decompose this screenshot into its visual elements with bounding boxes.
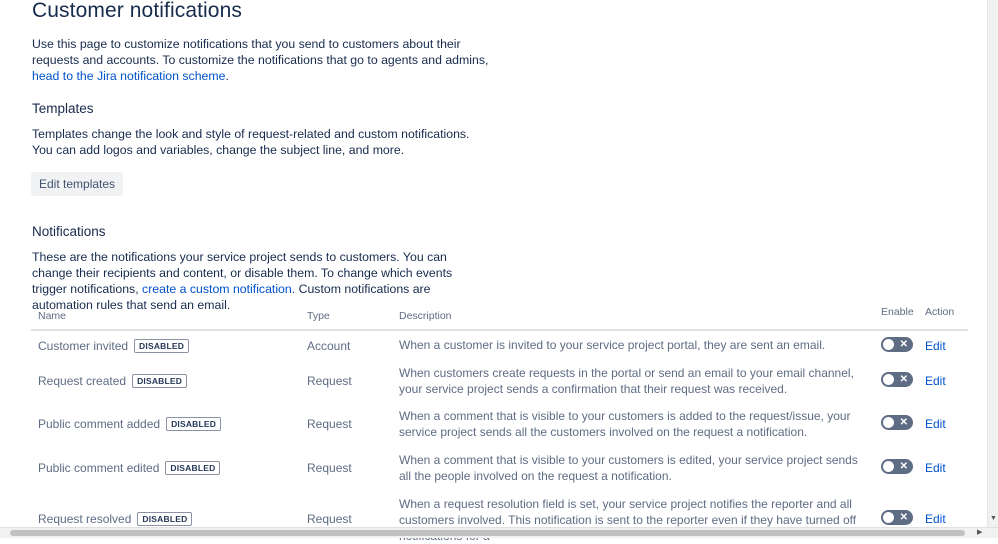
close-icon: ✕: [899, 512, 908, 523]
toggle-knob: [883, 461, 894, 472]
row-name-label: Public comment edited: [38, 461, 160, 475]
row-name-label: Request created: [38, 374, 127, 388]
templates-description: Templates change the look and style of request-related and custom notifications. You can add logos and variables, change the subject line, and more.: [32, 127, 470, 157]
row-description: When a comment that is visible to your customers is edited, your service project sends all the people involved on the request a notification.: [399, 453, 858, 483]
row-name: [38, 339, 189, 353]
notifications-text-end: . Custom notifications are automation rules that send an email.: [32, 282, 431, 312]
toggle-knob: [883, 374, 894, 385]
templates-heading: Templates: [32, 101, 94, 116]
close-icon: ✕: [899, 461, 908, 472]
column-header-description: Description: [399, 310, 452, 322]
row-name: [38, 512, 192, 526]
create-custom-notification-link[interactable]: create a custom notification: [142, 282, 292, 296]
notifications-text: These are the notifications your service project sends to customers. You can change their recipients and content, or disable them. To change which events trigger notifications,: [32, 250, 453, 296]
toggle-knob: [883, 339, 894, 350]
column-header-name[interactable]: Name: [38, 310, 67, 322]
row-description: When customers create requests in the portal or send an email to your email channel, your service project sends a confirmation that their request was received.: [399, 366, 854, 396]
row-type: Request: [307, 374, 352, 388]
toggle-knob: [883, 417, 894, 428]
row-name-label: Request resolved: [38, 512, 132, 526]
horizontal-scroll-thumb[interactable]: [10, 530, 965, 536]
intro-text: Use this page to customize notifications that you send to customers about their requests and accounts. To customize the notifications that go to agents and admins,: [32, 37, 489, 67]
edit-link[interactable]: Edit: [925, 512, 946, 526]
status-badge: DISABLED: [166, 417, 221, 431]
edit-link[interactable]: Edit: [925, 417, 946, 431]
row-name: [38, 417, 221, 431]
row-description: When a request resolution field is set, your service project notifies the reporter and all customers involved. This notification is sent to the reporter even if they have turned off: [399, 497, 857, 527]
row-name-label: Customer invited: [38, 339, 129, 353]
row-description: When a comment that is visible to your customers is added to the request/issue, your service project sends all the customers involved on the request a notification.: [399, 409, 851, 439]
notifications-heading: Notifications: [32, 224, 106, 239]
status-badge: DISABLED: [132, 374, 187, 388]
page-title: Customer notifications: [32, 0, 242, 22]
enable-toggle[interactable]: [881, 337, 913, 352]
status-badge: DISABLED: [137, 512, 192, 526]
enable-toggle[interactable]: [881, 510, 913, 525]
row-description: When a customer is invited to your service project portal, they are sent an email.: [399, 338, 826, 352]
intro-end: .: [225, 69, 229, 83]
close-icon: ✕: [899, 339, 908, 350]
toggle-knob: [883, 512, 894, 523]
row-type: Account: [307, 339, 351, 353]
vertical-scrollbar[interactable]: [987, 0, 998, 528]
close-icon: ✕: [899, 417, 908, 428]
row-type: Request: [307, 512, 352, 526]
row-type: Request: [307, 461, 352, 475]
edit-templates-button[interactable]: Edit templates: [31, 172, 123, 196]
edit-link[interactable]: Edit: [925, 461, 946, 475]
horizontal-scrollbar[interactable]: [0, 527, 998, 538]
notifications-description: [32, 249, 487, 313]
table-header-divider: [31, 329, 968, 331]
status-badge: DISABLED: [165, 461, 220, 475]
row-name-label: Public comment added: [38, 417, 161, 431]
arrow-down-icon[interactable]: ▼: [990, 515, 997, 522]
enable-toggle[interactable]: [881, 372, 913, 387]
column-header-enable: Enable: [881, 306, 914, 318]
enable-toggle[interactable]: [881, 415, 913, 430]
enable-toggle[interactable]: [881, 459, 913, 474]
row-name: [38, 461, 220, 475]
column-header-type[interactable]: Type: [307, 310, 330, 322]
status-badge: DISABLED: [134, 339, 189, 353]
row-type: Request: [307, 417, 352, 431]
edit-link[interactable]: Edit: [925, 374, 946, 388]
edit-link[interactable]: Edit: [925, 339, 946, 353]
close-icon: ✕: [899, 374, 908, 385]
intro-paragraph: [32, 36, 492, 84]
column-header-action: Action: [925, 306, 955, 318]
arrow-right-icon[interactable]: ▶: [977, 529, 983, 536]
row-name: [38, 374, 187, 388]
jira-notification-scheme-link[interactable]: head to the Jira notification scheme: [32, 69, 226, 83]
